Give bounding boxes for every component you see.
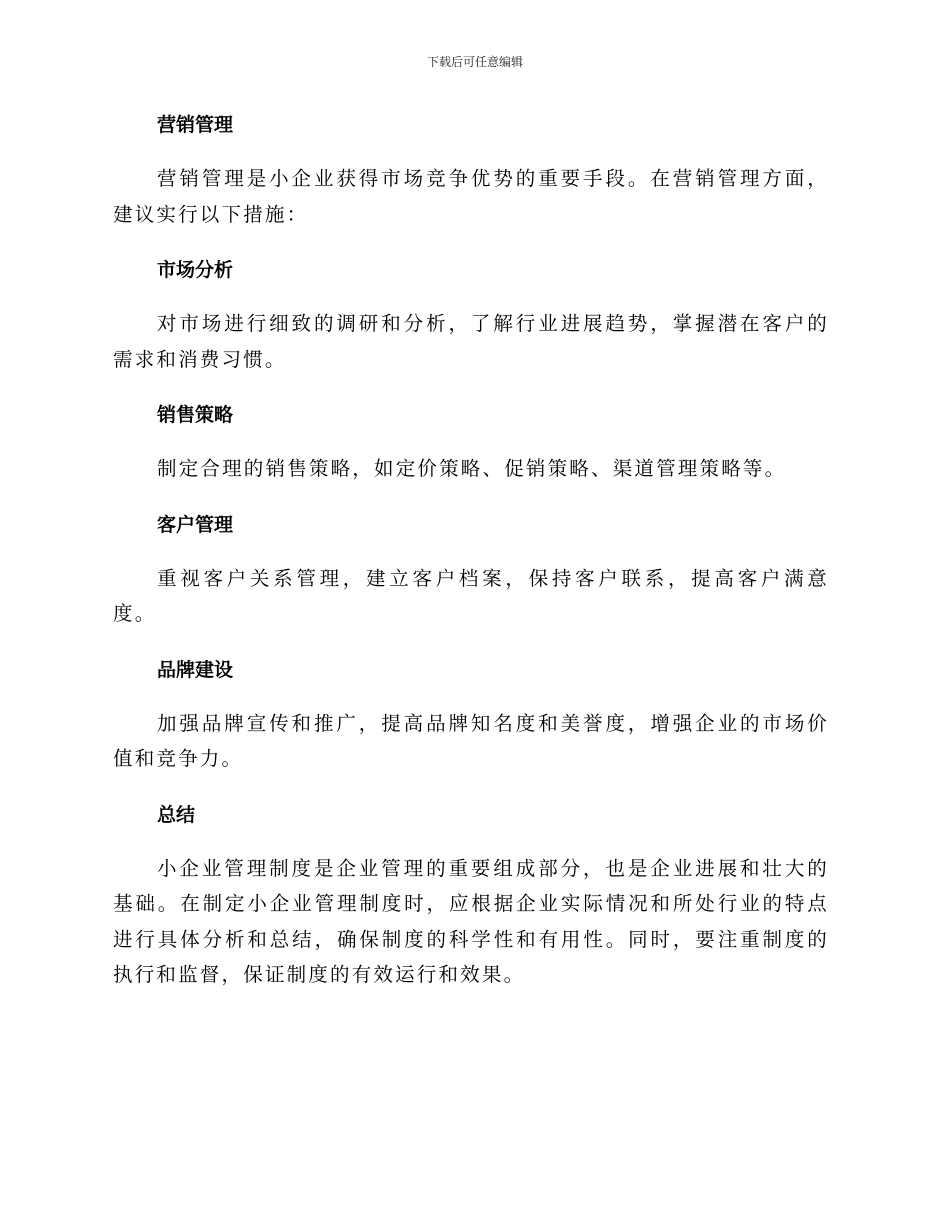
section-sales-strategy <box>113 400 829 487</box>
section-paragraph: 加强品牌宣传和推广，提高品牌知名度和美誉度，增强企业的市场价值和竞争力。 <box>113 711 829 770</box>
section-heading: 市场分析 <box>157 259 234 281</box>
section-marketing-management <box>113 110 829 232</box>
section-paragraph: 重视客户关系管理，建立客户档案，保持客户联系，提高客户满意度。 <box>113 566 829 625</box>
section-paragraph: 小企业管理制度是企业管理的重要组成部分，也是企业进展和壮大的基础。在制定小企业管理制度时，应根据企业实际情况和所处行业的特点进行具体分析和总结，确保制度的科学性和有用性。同时，要注重制度的执行和监督，保证制度的有效运行和效果。 <box>113 856 829 986</box>
section-brand-building <box>113 655 829 777</box>
section-market-analysis <box>113 255 829 377</box>
section-heading: 客户管理 <box>157 513 234 536</box>
document-body <box>113 110 829 993</box>
section-paragraph: 制定合理的销售策略，如定价策略、促销策略、渠道管理策略等。 <box>157 457 787 480</box>
section-heading: 品牌建设 <box>157 658 234 681</box>
section-summary <box>113 800 829 993</box>
section-customer-management <box>113 510 829 632</box>
section-heading: 销售策略 <box>157 404 234 426</box>
page-header: 下载后可任意编辑 <box>426 55 523 69</box>
section-paragraph: 对市场进行细致的调研和分析，了解行业进展趋势，掌握潜在客户的需求和消费习惯。 <box>113 312 829 371</box>
section-paragraph: 营销管理是小企业获得市场竞争优势的重要手段。在营销管理方面，建议实行以下措施： <box>113 167 829 226</box>
section-heading: 总结 <box>157 803 196 826</box>
section-heading: 营销管理 <box>157 114 234 136</box>
